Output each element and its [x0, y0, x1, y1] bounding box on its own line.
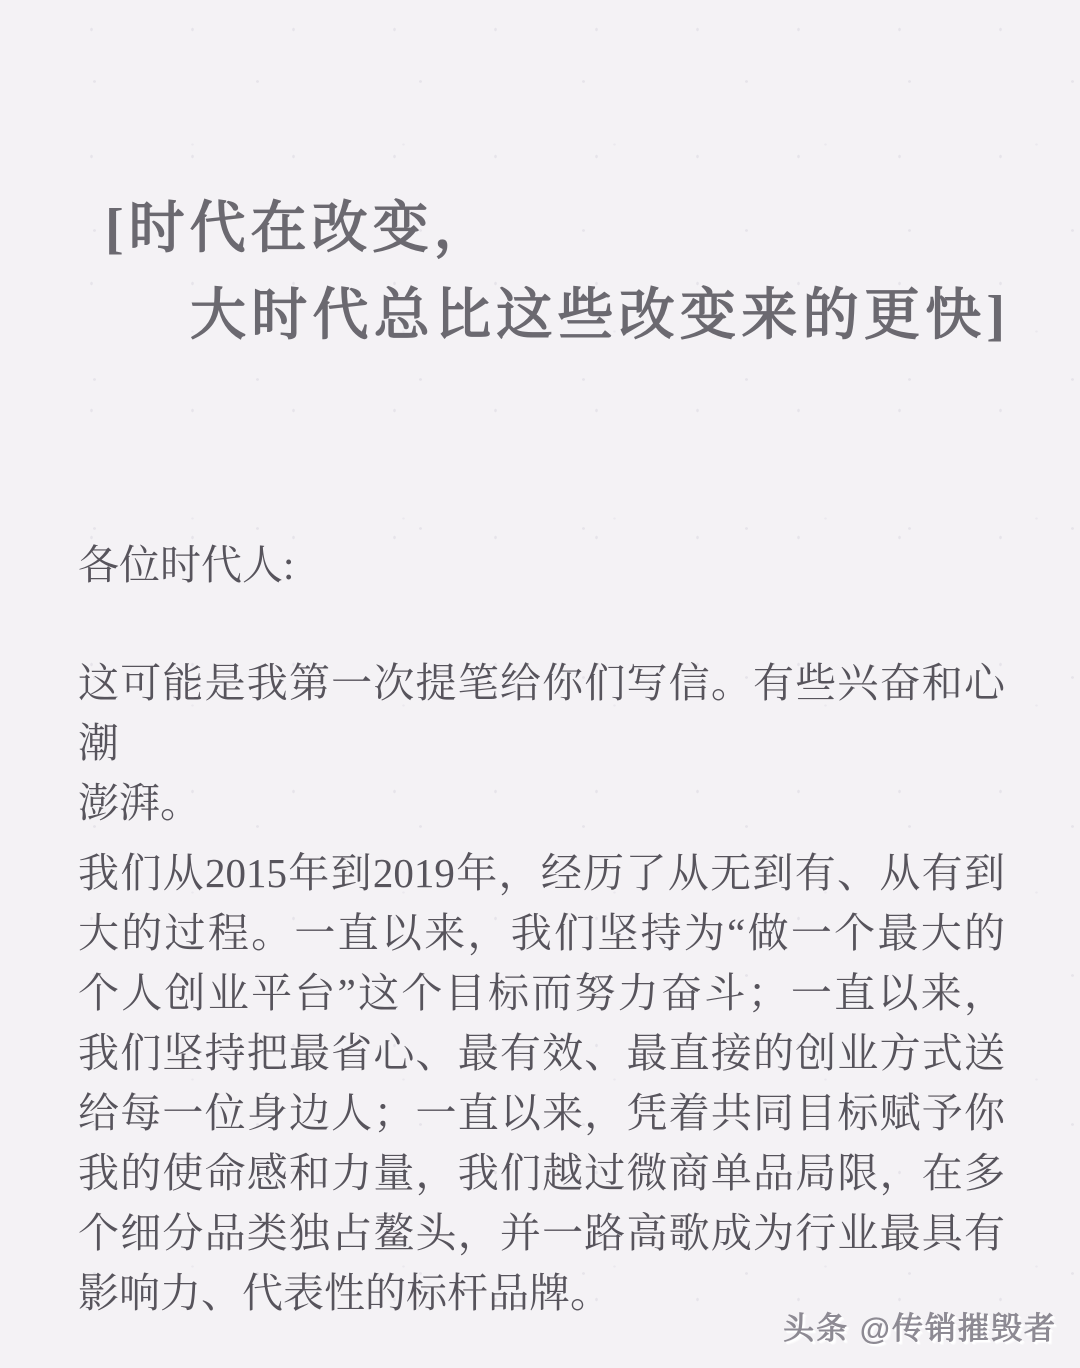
- paragraph-main-line: 大的过程。一直以来，我们坚持为“做一个最大的: [78, 910, 1005, 956]
- paragraph-main-line: 我的使命感和力量，我们越过微商单品局限，在多: [78, 1150, 1005, 1196]
- paragraph-main-line: 个人创业平台”这个目标而努力奋斗；一直以来，: [78, 970, 1005, 1016]
- salutation: 各位时代人:: [78, 542, 295, 588]
- paragraph-intro: [78, 653, 1005, 833]
- paragraph-main-line: 个细分品类独占鳌头，并一路高歌成为行业最具有: [78, 1210, 1005, 1256]
- toutiao-watermark: 头条 @传销摧毁者: [783, 1311, 1057, 1346]
- paragraph-main-line: 影响力、代表性的标杆品牌。: [78, 1270, 611, 1316]
- paragraph-main: [78, 843, 1005, 1323]
- paragraph-main-line: 给每一位身边人；一直以来，凭着共同目标赋予你: [78, 1090, 1005, 1136]
- paragraph-intro-line: 澎湃。: [78, 780, 201, 826]
- title-line-2: 大时代总比这些改变来的更快]: [190, 285, 1005, 347]
- paragraph-main-line: 我们从2015年到2019年，经历了从无到有、从有到: [78, 850, 1005, 896]
- paragraph-main-line: 我们坚持把最省心、最有效、最直接的创业方式送: [78, 1030, 1005, 1076]
- paragraph-intro-line: 这可能是我第一次提笔给你们写信。有些兴奋和心潮: [78, 660, 1005, 766]
- title-line-1: [时代在改变，: [105, 198, 495, 260]
- letter-title: [78, 186, 1005, 360]
